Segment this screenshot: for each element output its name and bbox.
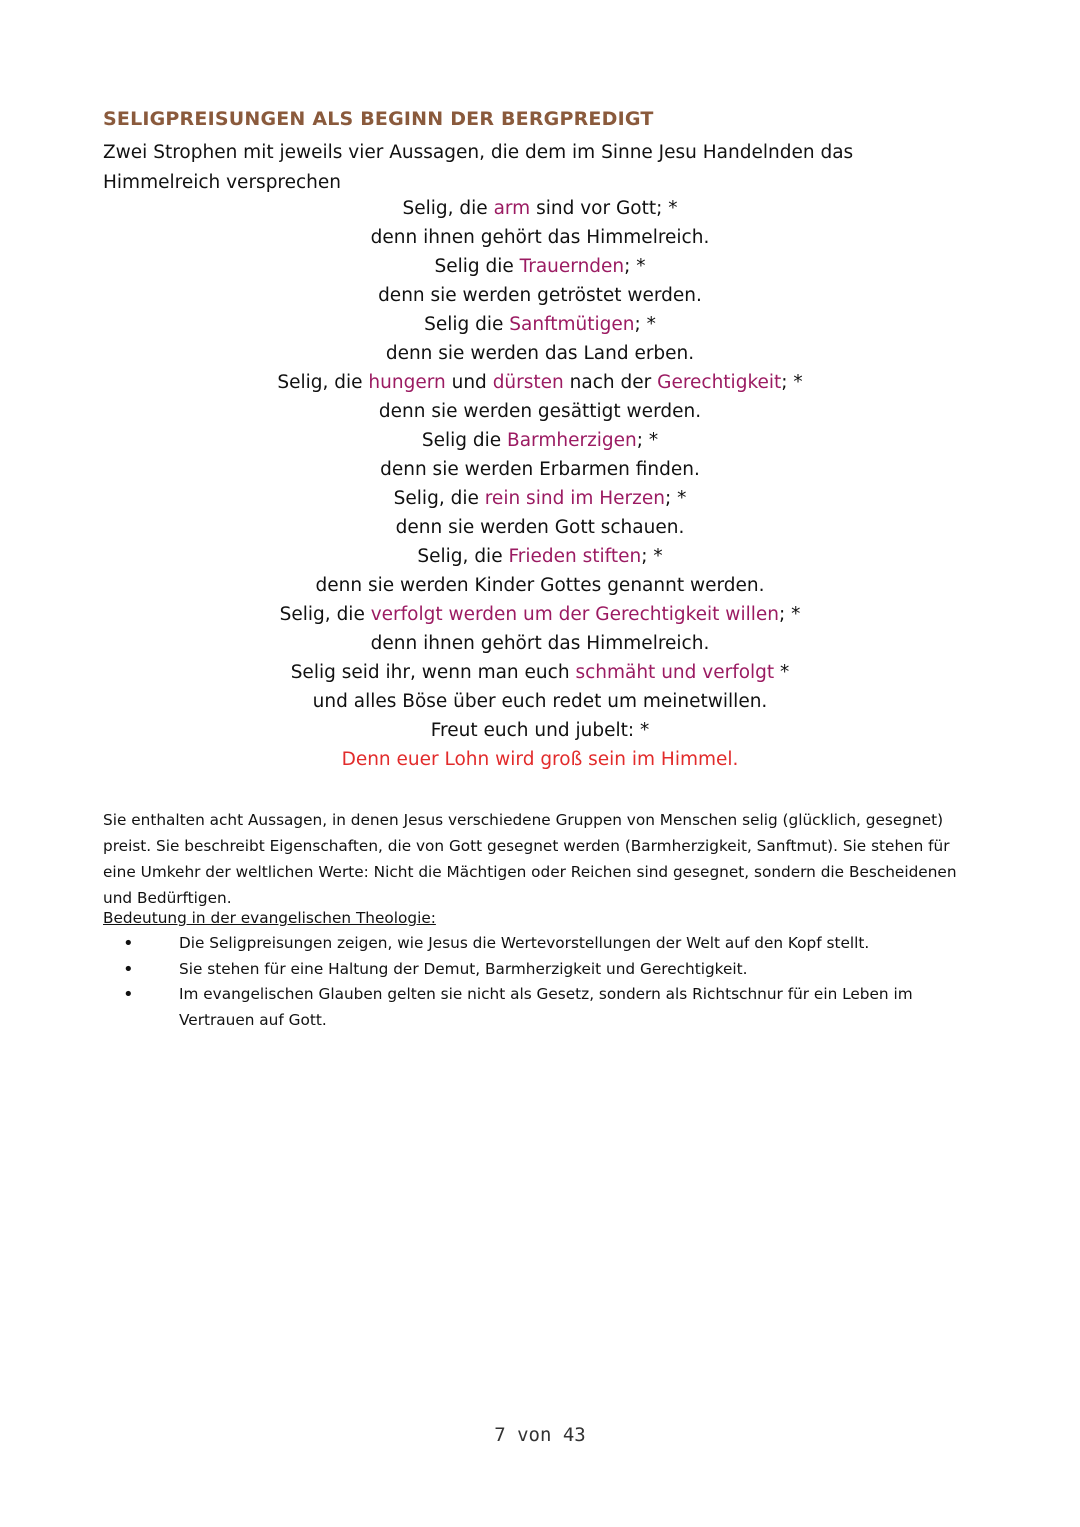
poem-line: denn sie werden das Land erben. [385, 343, 695, 364]
list-item: • Die Seligpreisungen zeigen, wie Jesus die Wertevorstellungen der Welt auf den Kopf stellt. [103, 931, 963, 957]
meaning-heading: Bedeutung in der evangelischen Theologie: [103, 909, 436, 927]
highlight-word: Trauernden [519, 256, 625, 277]
poem-line: Selig die Sanftmütigen; * [424, 314, 656, 335]
poem-line: Selig, die rein sind im Herzen; * [393, 488, 687, 509]
highlight-word: Gerechtigkeit [657, 372, 782, 393]
poem-line: denn sie werden getröstet werden. [378, 285, 702, 306]
poem-line: und alles Böse über euch redet um meinetwillen. [312, 691, 768, 712]
poem-line: Selig, die hungern und dürsten nach der Gerechtigkeit; * [277, 372, 803, 393]
poem-line: denn sie werden Erbarmen finden. [380, 459, 700, 480]
list-item: • Sie stehen für eine Haltung der Demut, Barmherzigkeit und Gerechtigkeit. [103, 957, 963, 983]
poem-line: denn sie werden Kinder Gottes genannt werden. [315, 575, 765, 596]
bullet-icon: • [123, 984, 134, 1005]
highlight-word: dürsten [492, 372, 564, 393]
page-number: 7 von 43 [494, 1424, 586, 1446]
poem-line: Freut euch und jubelt: * [430, 720, 650, 741]
poem-line: Selig, die arm sind vor Gott; * [402, 198, 678, 219]
poem-line: denn ihnen gehört das Himmelreich. [370, 633, 710, 654]
poem-line: Selig seid ihr, wenn man euch schmäht und verfolgt * [290, 662, 790, 683]
highlight-word: rein sind im Herzen [484, 488, 665, 509]
poem-line: Selig, die verfolgt werden um der Gerechtigkeit willen; * [279, 604, 801, 625]
section-heading: SELIGPREISUNGEN ALS BEGINN DER BERGPREDIGT [103, 108, 654, 130]
poem-line: denn ihnen gehört das Himmelreich. [370, 227, 710, 248]
highlight-word: schmäht und verfolgt [575, 662, 775, 683]
bullet-icon: • [123, 933, 134, 954]
poem-line: Selig, die Frieden stiften; * [417, 546, 663, 567]
intro-text: Zwei Strophen mit jeweils vier Aussagen, die dem im Sinne Jesu Handelnden das Himmelreich versprechen [103, 142, 854, 193]
poem-closing-line: Denn euer Lohn wird groß sein im Himmel. [341, 749, 739, 770]
meaning-list [103, 931, 963, 1033]
beatitudes-poem [0, 194, 1080, 774]
list-item: • Im evangelischen Glauben gelten sie nicht als Gesetz, sondern als Richtschnur für ein Leben im Vertrauen auf Gott. [123, 984, 913, 1029]
poem-line: Selig die Barmherzigen; * [421, 430, 659, 451]
highlight-word: hungern [368, 372, 446, 393]
poem-line: denn sie werden gesättigt werden. [378, 401, 702, 422]
summary-paragraph: Sie enthalten acht Aussagen, in denen Jesus verschiedene Gruppen von Menschen selig (glücklich, gesegnet) preist. Sie beschreibt Eigenschaften, die von Gott gesegnet werden (Barmherzigkeit, Sanftmut). Sie stehen für eine Umkehr der weltlichen Werte: Nicht die Mächtigen oder Reichen sind gesegnet, sondern die Bescheidenen und Bedürftigen. [103, 811, 957, 907]
highlight-word: verfolgt werden um der Gerechtigkeit willen [370, 604, 779, 625]
poem-line: Selig die Trauernden; * [434, 256, 646, 277]
highlight-word: arm [493, 198, 531, 219]
poem-line: denn sie werden Gott schauen. [395, 517, 685, 538]
bullet-icon: • [123, 958, 134, 980]
highlight-word: Sanftmütigen [509, 314, 635, 335]
highlight-word: Frieden stiften [508, 546, 642, 567]
highlight-word: Barmherzigen [507, 430, 637, 451]
